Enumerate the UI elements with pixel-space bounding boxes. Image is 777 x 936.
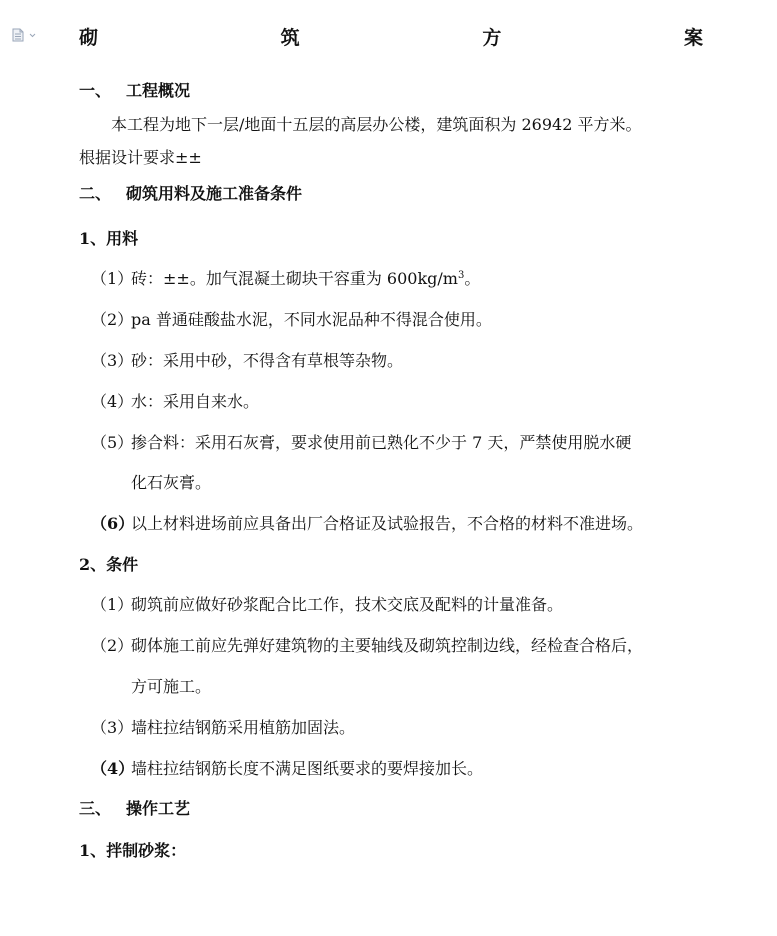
list-item-continuation: 方可施工。 [131,677,212,696]
title-char: 案 [683,26,703,49]
list-item-continuation: 化石灰膏。 [131,473,212,492]
title-char: 砌 [79,26,99,49]
list-item [91,511,643,537]
item-text: 水：采用自来水。 [131,392,260,411]
section-number: 三、 [79,799,112,818]
item-text-tail: 。 [464,269,481,288]
list-item [91,633,643,659]
item-text: 墙柱拉结钢筋长度不满足图纸要求的要焊接加长。 [131,759,484,778]
item-text: 砖：±±。加气混凝土砌块干容重为 600kg/m [131,269,458,288]
list-item [91,592,563,618]
item-number: （4） [91,759,135,778]
list-item [91,348,403,374]
section-title: 砌筑用料及施工准备条件 [126,184,303,203]
section-heading-2 [79,181,302,207]
item-number: （4） [91,392,134,411]
section-title: 操作工艺 [126,799,191,818]
item-text: pa 普通硅酸盐水泥，不同水泥品种不得混合使用。 [131,310,492,329]
title-char: 筑 [280,26,300,49]
item-text: 掺合料：采用石灰膏，要求使用前已熟化不少于 7 天，严禁使用脱水硬 [131,433,632,452]
list-item [91,307,492,333]
item-number: （3） [91,351,134,370]
subsection-heading: 1、拌制砂浆： [79,841,187,860]
section-number: 一、 [79,81,112,100]
item-text: 墙柱拉结钢筋采用植筋加固法。 [131,718,356,737]
paragraph-line: 本工程为地下一层/地面十五层的高层办公楼，建筑面积为 26942 平方米。 [111,115,642,134]
paragraph-line: 根据设计要求±± [79,148,202,167]
section-number: 二、 [79,184,112,203]
item-number: （6） [91,514,135,533]
title-char: 方 [482,26,502,49]
item-number: （2） [91,636,134,655]
subsection-heading: 1、用料 [79,229,139,248]
item-text: 以上材料进场前应具备出厂合格证及试验报告，不合格的材料不准进场。 [131,514,644,533]
section-heading-1 [79,78,190,104]
page-title [79,22,703,50]
superscript: 3 [457,270,465,281]
item-number: （3） [91,718,134,737]
list-item [91,430,631,456]
list-item [91,389,259,415]
section-heading-3 [79,796,190,822]
item-text: 砂：采用中砂，不得含有草根等杂物。 [131,351,404,370]
item-number: （2） [91,310,134,329]
list-item [91,715,355,741]
section-title: 工程概况 [126,81,191,100]
subsection-heading: 2、条件 [79,555,139,574]
list-item [91,756,483,782]
item-text: 砌体施工前应先弹好建筑物的主要轴线及砌筑控制边线，经检查合格后， [131,636,644,655]
list-item [91,266,480,292]
item-number: （5） [91,433,134,452]
item-number: （1） [91,595,134,614]
document-icon[interactable] [11,27,41,41]
item-number: （1） [91,269,134,288]
item-text: 砌筑前应做好砂浆配合比工作，技术交底及配料的计量准备。 [131,595,564,614]
